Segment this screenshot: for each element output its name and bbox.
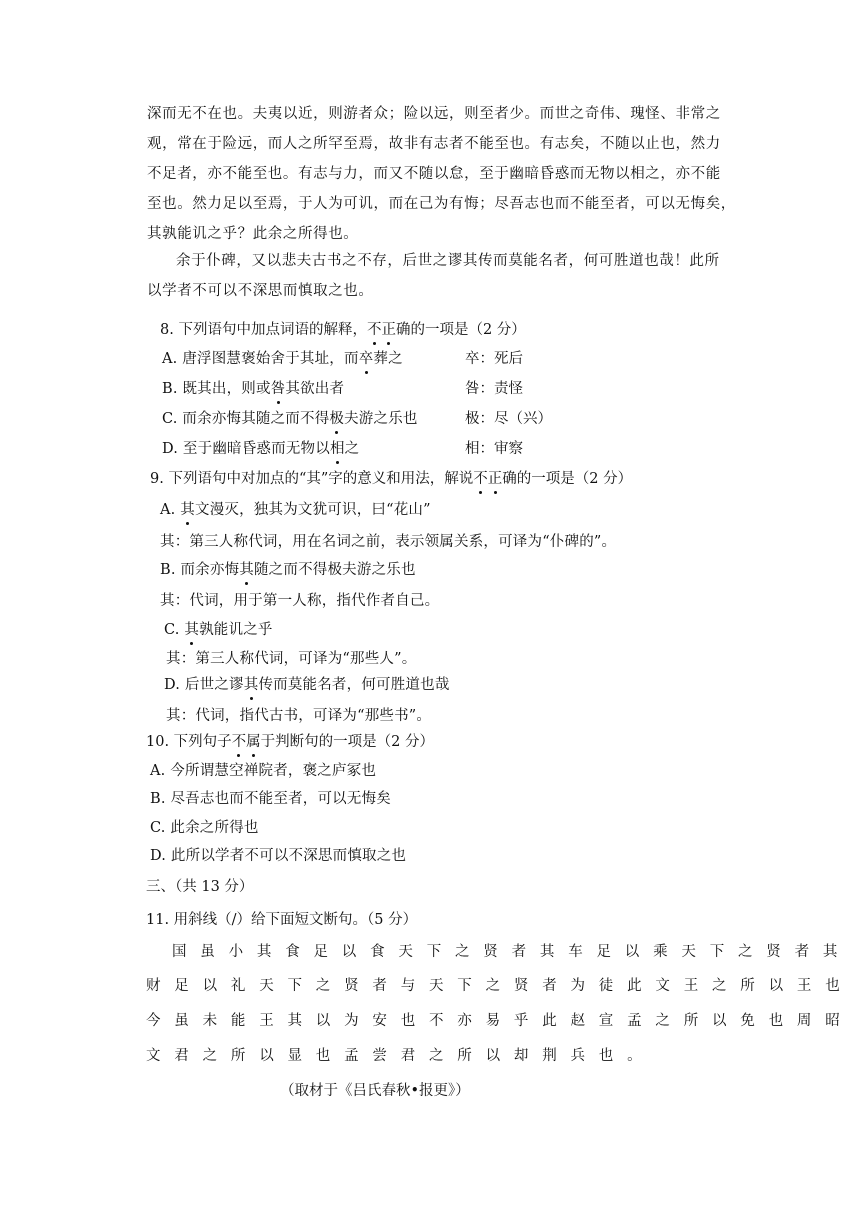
q10-option-d: D. 此所以学者不可以不深思而慎取之也 (150, 848, 407, 864)
q9-option-d: D. 后世之谬其传而莫能名者，何可胜道也哉 (164, 677, 450, 693)
q8-option-c: C. 而余亦悔其随之而不得极夫游之乐也 (162, 411, 418, 427)
emphasis-dot-char: 正 (381, 322, 396, 338)
q9-option-c: C. 其孰能讥之乎 (164, 622, 273, 638)
passage-line-5: 其孰能讥之乎？此余之所得也。 (147, 226, 359, 242)
q9-option-d-explanation: 其：代词，指代古书，可译为“那些书”。 (166, 708, 432, 724)
section-three-heading: 三、（共 13 分） (146, 879, 254, 895)
emphasis-dot-char: 其 (243, 677, 259, 693)
q9-option-c-explanation: 其：第三人称代词，可译为“那些人”。 (166, 651, 417, 667)
passage-para2-line-2: 以学者不可以不深思而慎取之也。 (147, 283, 374, 299)
q9-option-b-explanation: 其：代词，用于第一人称，指代作者自己。 (160, 593, 440, 609)
q11-source: （取材于《吕氏春秋•报更》） (280, 1083, 470, 1099)
q8-option-a-answer: 卒：死后 (465, 351, 523, 367)
q8-option-b-answer: 咎：责怪 (465, 381, 523, 397)
emphasis-dot-char: 不 (366, 322, 382, 338)
emphasis-dot-char: 不 (231, 734, 247, 750)
q10-stem: 10. 下列句子不属于判断句的一项是（2 分） (146, 734, 435, 750)
q11-stem: 11. 用斜线（/）给下面短文断句。（5 分） (146, 912, 418, 928)
q8-option-c-answer: 极：尽（兴） (465, 411, 552, 427)
q9-option-a: A. 其文漫灭，独其为文犹可识，曰“花山” (160, 502, 431, 518)
emphasis-dot-char: 其 (184, 622, 200, 638)
q8-option-d: D. 至于幽暗昏惑而无物以相之 (162, 441, 360, 457)
q10-option-a: A. 今所谓慧空禅院者，褒之庐冢也 (150, 763, 377, 779)
emphasis-dot-char: 卒 (358, 351, 374, 367)
q9-option-a-explanation: 其：第三人称代词，用在名词之前，表示领属关系，可译为“仆碑的”。 (160, 534, 617, 550)
q11-text-line-2: 财足以礼天下之贤者与天下之贤者为徒此文王之所以王也 (146, 978, 854, 994)
q10-option-c: C. 此余之所得也 (150, 820, 259, 836)
emphasis-dot-char: 不 (473, 471, 488, 487)
passage-para2-line-1: 余于仆碑，又以悲夫古书之不存，后世之谬其传而莫能名者，何可胜道也哉！此所 (176, 253, 720, 269)
emphasis-dot-char: 其 (239, 562, 254, 578)
q11-text-line-4: 文君之所以显也孟尝君之所以却荆兵也。 (146, 1048, 656, 1064)
q9-option-b: B. 而余亦悔其随之而不得极夫游之乐也 (160, 562, 416, 578)
q10-option-b: B. 尽吾志也而不能至者，可以无悔矣 (150, 791, 391, 807)
q8-stem: 8. 下列语句中加点词语的解释，不正确的一项是（2 分） (160, 322, 526, 338)
emphasis-dot-char: 极 (329, 411, 345, 427)
passage-line-2: 观，常在于险远，而人之所罕至焉，故非有志者不能至也。有志矣，不随以止也，然力 (147, 136, 721, 152)
emphasis-dot-char: 相 (329, 441, 345, 457)
q11-text-line-3: 今虽未能王其以为安也不亦易乎此赵宣孟之所以免也周昭 (146, 1013, 854, 1029)
q8-option-a: A. 唐浮图慧褒始舍于其址，而卒葬之 (162, 351, 403, 367)
q11-text-line-1: 国虽小其食足以食天下之贤者其车足以乘天下之贤者其 (172, 944, 852, 960)
passage-line-1: 深而无不在也。夫夷以近，则游者众；险以远，则至者少。而世之奇伟、瑰怪、非常之 (147, 106, 721, 122)
passage-line-3: 不足者，亦不能至也。有志与力，而又不随以怠，至于幽暗昏惑而无物以相之，亦不能 (147, 166, 721, 182)
emphasis-dot-char: 属 (246, 734, 261, 750)
q8-option-d-answer: 相：审察 (465, 441, 523, 457)
passage-line-4: 至也。然力足以至焉，于人为可讥，而在己为有悔；尽吾志也而不能至者，可以无悔矣， (147, 196, 736, 212)
emphasis-dot-char: 正 (487, 471, 503, 487)
q8-option-b: B. 既其出，则或咎其欲出者 (162, 381, 345, 397)
emphasis-dot-char: 其 (180, 502, 195, 518)
emphasis-dot-char: 咎 (270, 381, 286, 397)
q9-stem: 9. 下列语句中对加点的“其”字的意义和用法，解说不正确的一项是（2 分） (150, 471, 633, 487)
